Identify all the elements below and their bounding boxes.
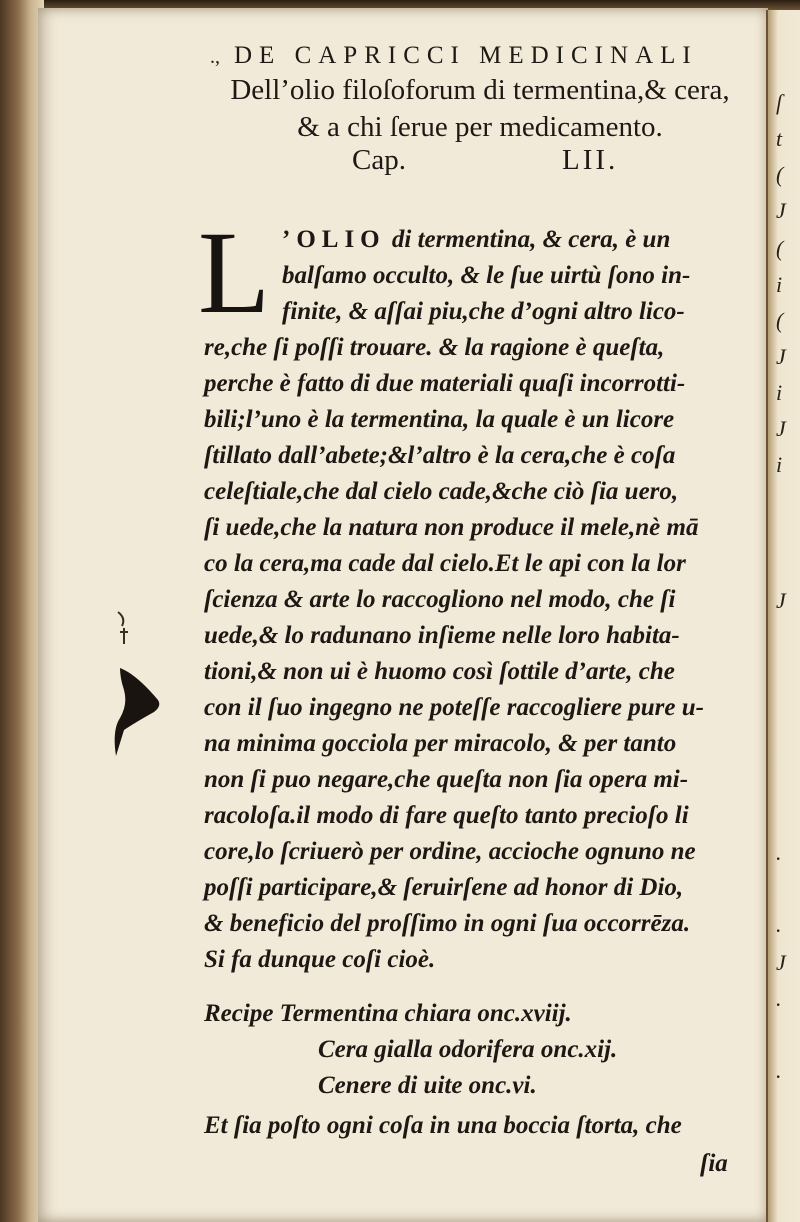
body-line: uede,& lo radunano inſieme nelle loro habita- [204, 622, 680, 649]
chapter-title [200, 72, 760, 146]
body-line: finite, & aſſai piu,che d’ogni altro lico- [282, 298, 685, 325]
facing-page-glyph: . [776, 1058, 782, 1083]
facing-page-glyph: . [776, 840, 782, 865]
body-line: bili;l’uno è la termentina, la quale è un licore [204, 406, 675, 433]
chapter-number: LII. [562, 144, 619, 176]
facing-page-glyph: J [776, 416, 786, 441]
body-line: ſtillato dall’abete;&l’altro è la cera,che è coſa [204, 442, 676, 469]
running-head [210, 42, 750, 70]
facing-page-glyph: ( [776, 162, 784, 187]
body-line: & beneficio del proſſimo in ogni ſua occorrēza. [204, 910, 691, 937]
recipe-item: Cera gialla odorifera onc.xij. [318, 1036, 618, 1063]
body-line: ſcienza & arte lo raccogliono nel modo, che ſi [204, 586, 676, 613]
body-line: Si fa dunque coſi cioè. [204, 946, 436, 973]
running-head-mark: ., [210, 46, 220, 68]
margin-flourish-icon [114, 608, 134, 648]
recipe-item: Cenere di uite onc.vi. [318, 1072, 537, 1099]
body-line: non ſi puo negare,che queſta non ſia opera mi- [204, 766, 689, 793]
title-line-2: & a chi ſerue per medicamento. [297, 111, 663, 143]
body-line-after-recipe: Et ſia poſto ogni coſa in una boccia ſtorta, che [204, 1112, 682, 1139]
running-head-text: DE CAPRICCI MEDICINALI [234, 42, 698, 69]
facing-page-glyph: t [776, 126, 783, 151]
title-line-1: Dell’olio filoſoforum di termentina,& cera, [230, 74, 730, 106]
facing-page-glyph: i [776, 272, 783, 297]
body-line-first [282, 226, 800, 262]
body-line: racoloſa.il modo di fare queſto tanto precioſo li [204, 802, 689, 829]
body-line: tioni,& non ui è huomo così ſottile d’arte, che [204, 658, 675, 685]
facing-page-glyph: ſ [776, 90, 783, 115]
facing-page-glyph: . [776, 912, 782, 937]
facing-page-glyph: ( [776, 236, 784, 261]
facing-page-glyph: J [776, 950, 786, 975]
manicule-stain-icon [106, 660, 166, 760]
facing-page-glyph: i [776, 380, 783, 405]
body-smallcaps: ’OLIO [282, 226, 386, 253]
facing-page-glyph: J [776, 588, 786, 613]
body-line: perche è fatto di due materiali quaſi incorrotti- [204, 370, 686, 397]
body-line: balſamo occulto, & le ſue uirtù ſono in- [282, 262, 691, 289]
recipe-lead: Recipe Termentina chiara onc.xviij. [204, 1000, 572, 1027]
body-line: na minima gocciola per miracolo, & per tanto [204, 730, 677, 757]
body-first-rest: di termentina, & cera, è un [385, 226, 671, 253]
body-line: con il ſuo ingegno ne poteſſe raccogliere pure u- [204, 694, 704, 721]
body-line: poſſi participare,& ſeruirſene ad honor di Dio, [204, 874, 684, 901]
catchword: ſia [700, 1150, 728, 1177]
facing-page-glyph: J [776, 198, 786, 223]
body-line: re,che ſi poſſi trouare. & la ragione è queſta, [204, 334, 665, 361]
body-line: celeſtiale,che dal cielo cade,&che ciò ſia uero, [204, 478, 679, 505]
facing-page-glyph: i [776, 452, 783, 477]
body-line: ſi uede,che la natura non produce il mele,nè mā [204, 514, 699, 541]
body-line: core,lo ſcriuerò per ordine, accioche ognuno ne [204, 838, 696, 865]
facing-page-glyph: J [776, 344, 786, 369]
drop-initial: L [198, 207, 271, 338]
facing-page-glyph: . [776, 986, 782, 1011]
body-line: co la cera,ma cade dal cielo.Et le api con la lor [204, 550, 686, 577]
chapter-label: Cap. [352, 144, 406, 176]
facing-page-glyph: ( [776, 308, 784, 333]
